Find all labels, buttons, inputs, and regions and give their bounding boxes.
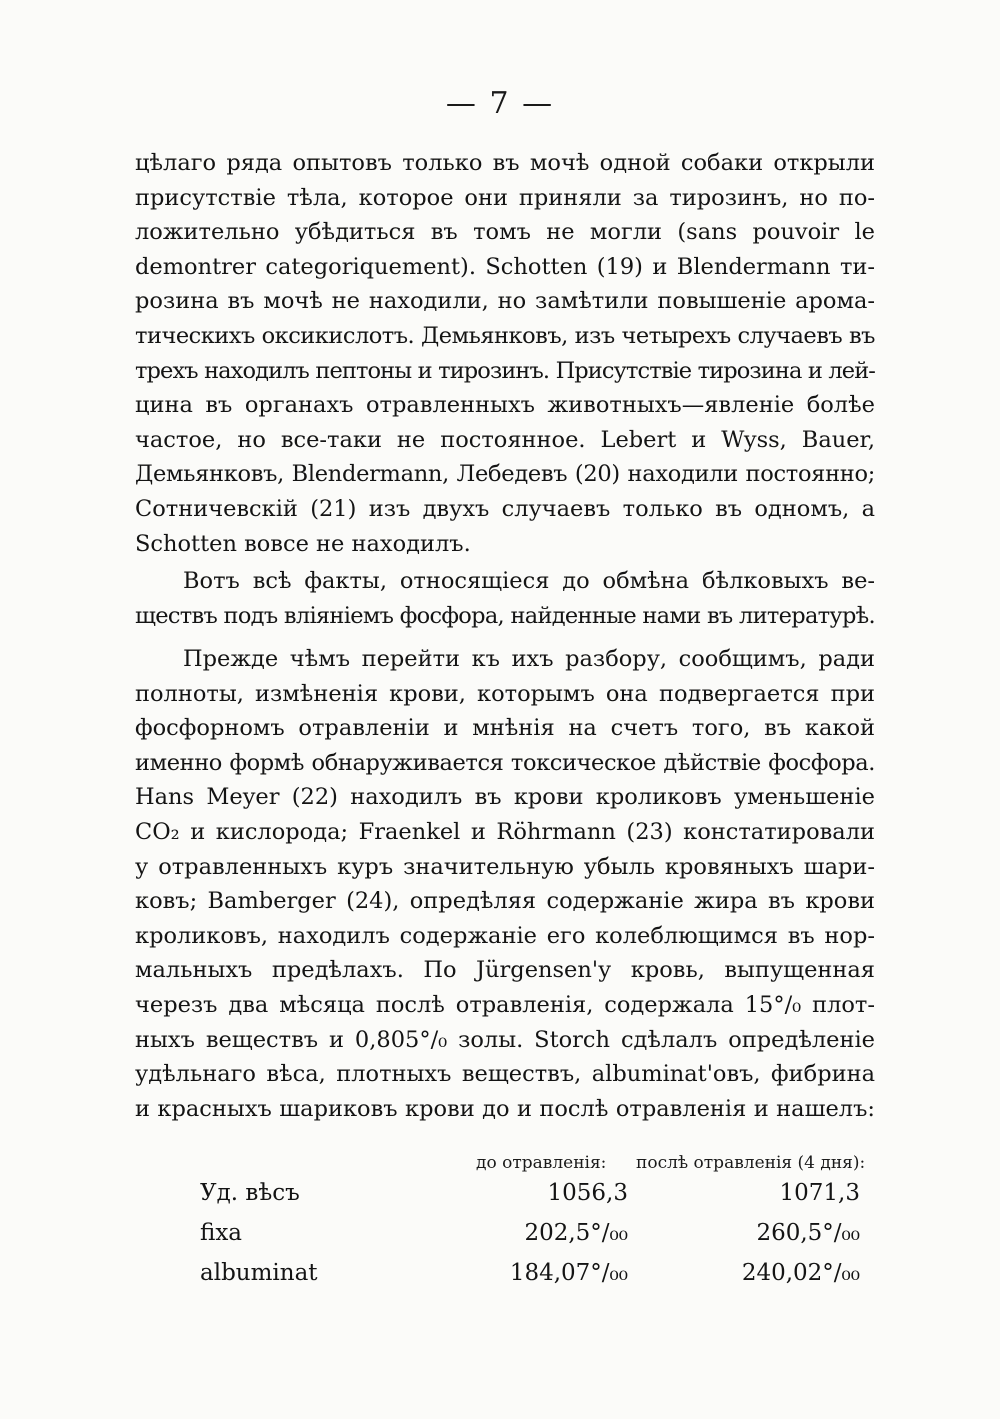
text-line: тическихъ оксикислотъ. Демьянковъ, изъ четырехъ случаевъ въ — [135, 322, 875, 349]
column-header-before: до отравленія: — [476, 1153, 607, 1173]
text-line: у отравленныхъ куръ значительную убыль кровяныхъ шари- — [135, 853, 875, 880]
value-after: 260,5°/₀₀ — [756, 1220, 860, 1246]
text-line: Прежде чѣмъ перейти къ ихъ разбору, сообщимъ, ради — [183, 646, 875, 672]
text-line: Сотничевскій (21) изъ двухъ случаевъ только въ одномъ, а — [135, 495, 875, 522]
row-label: fixa — [200, 1220, 243, 1246]
text-line: цѣлаго ряда опытовъ только въ мочѣ одной собаки открыли — [135, 150, 875, 176]
table-row — [0, 1180, 1000, 1216]
text-line: demontrer categoriquement). Schotten (19) и Blendermann ти- — [135, 253, 875, 280]
text-line: частое, но все-таки не постоянное. Lebert и Wyss, Bauer, — [135, 426, 875, 453]
text-line: Schotten вовсе не находилъ. — [135, 530, 471, 557]
text-line: ковъ; Bamberger (24), опредѣляя содержаніе жира въ крови — [135, 888, 875, 915]
text-line: мальныхъ предѣлахъ. По Jürgensen'у кровь, выпущенная — [135, 957, 875, 984]
text-line: и красныхъ шариковъ крови до и послѣ отравленія и нашелъ: — [135, 1095, 875, 1122]
text-line: Вотъ всѣ факты, относящіеся до обмѣна бѣлковыхъ ве- — [183, 568, 875, 594]
value-before: 184,07°/₀₀ — [509, 1260, 628, 1286]
value-before: 1056,3 — [547, 1180, 628, 1206]
text-line: полноты, измѣненія крови, которымъ она подвергается при — [135, 680, 875, 707]
text-line: ныхъ веществъ и 0,805°/₀ золы. Storch сдѣлалъ опредѣленіе — [135, 1026, 875, 1053]
text-line: именно формѣ обнаруживается токсическое дѣйствіе фосфора. — [135, 749, 875, 776]
text-line: цина въ органахъ отравленныхъ животныхъ—явленіе болѣе — [135, 392, 875, 419]
value-after: 1071,3 — [779, 1180, 860, 1206]
text-line: трехъ находилъ пептоны и тирозинъ. Присутствіе тирозина и лей- — [135, 357, 875, 384]
value-before: 202,5°/₀₀ — [524, 1220, 628, 1246]
row-label: albuminat — [200, 1260, 318, 1286]
text-line: присутствіе тѣла, которое они приняли за тирозинъ, но по- — [135, 184, 875, 211]
text-line: розина въ мочѣ не находили, но замѣтили повышеніе арома- — [135, 288, 875, 315]
text-line: ложительно убѣдиться въ томъ не могли (sans pouvoir le — [135, 219, 875, 246]
paragraph-2 — [135, 564, 875, 633]
text-line: Демьянковъ, Blendermann, Лебедевъ (20) находили постоянно; — [135, 461, 875, 488]
text-line: черезъ два мѣсяца послѣ отравленія, содержала 15°/₀ плот- — [135, 991, 875, 1018]
page-number: — 7 — — [445, 86, 555, 121]
value-after: 240,02°/₀₀ — [741, 1260, 860, 1286]
text-line: кроликовъ, находилъ содержаніе его колеблющимся въ нор- — [135, 922, 875, 949]
text-line: фосфорномъ отравленіи и мнѣнія на счетъ того, въ какой — [135, 715, 875, 742]
column-header-after: послѣ отравленія (4 дня): — [636, 1153, 866, 1173]
text-line: ществъ подъ вліяніемъ фосфора, найденные нами въ литературѣ. — [135, 602, 875, 629]
text-line: CO₂ и кислорода; Fraenkel и Röhrmann (23) констатировали — [135, 818, 875, 845]
text-line: Hans Meyer (22) находилъ въ крови кроликовъ уменьшеніе — [135, 784, 875, 811]
paragraph-3 — [135, 642, 875, 1126]
table-row — [0, 1220, 1000, 1256]
text-line: удѣльнаго вѣса, плотныхъ веществъ, albuminat'овъ, фибрина — [135, 1061, 875, 1088]
paragraph-1 — [135, 146, 875, 561]
table-row — [0, 1260, 1000, 1296]
row-label: Уд. вѣсъ — [200, 1180, 300, 1206]
